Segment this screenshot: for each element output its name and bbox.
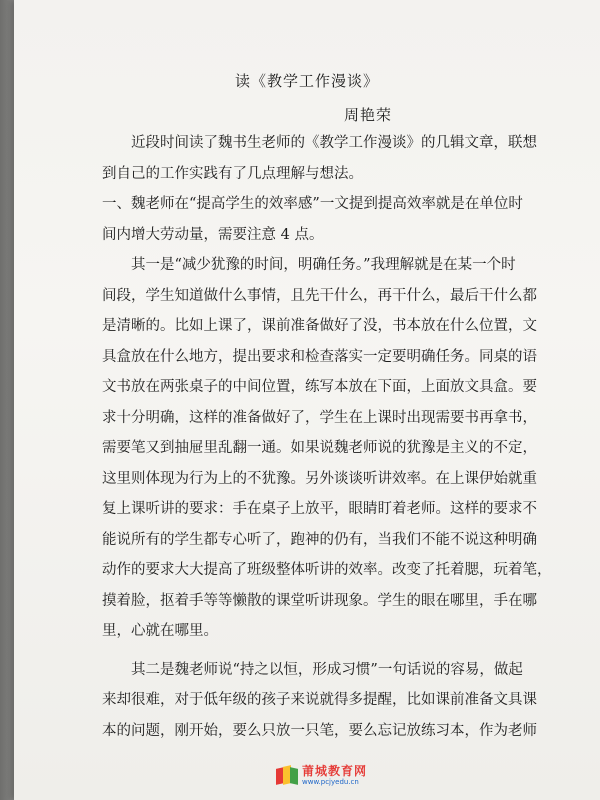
text-line: 一、魏老师在“提高学生的效率感”一文提到提高效率就是在单位时 [102, 196, 523, 212]
document-author: 周艳荣 [344, 106, 393, 124]
text-line: 需要笔又到抽屉里乱翻一通。如果说魏老师说的犹豫是主义的不定， [102, 440, 537, 456]
text-line: 是清晰的。比如上课了，课前准备做好了没，书本放在什么位置，文 [102, 318, 537, 334]
paper-page [14, 0, 600, 800]
text-line: 求十分明确，这样的准备做好了，学生在上课时出现需要书再拿书， [102, 409, 537, 426]
text-line: 摸着脸，抠着手等等懒散的课堂听讲现象。学生的眼在哪里，手在哪 [102, 592, 537, 609]
text-line: 到自己的工作实践有了几点理解与想法。 [102, 165, 363, 182]
text-line: 其一是“减少犹豫的时间，明确任务。”我理解就是在某一个时 [102, 257, 516, 273]
text-line: 近段时间读了魏书生老师的《教学工作漫谈》的几辑文章，联想 [102, 135, 537, 151]
text-line: 具盒放在什么地方，提出要求和检查落实一定要明确任务。同桌的语 [102, 348, 537, 365]
watermark-name: 莆城教育网 [302, 763, 368, 778]
text-line: 能说所有的学生都专心听了，跑神的仍有，当我们不能不说这种明确 [102, 531, 537, 548]
text-line: 文书放在两张桌子的中间位置，练写本放在下面，上面放文具盒。要 [102, 379, 537, 395]
watermark-url: www.pcjyedu.cn [302, 777, 359, 786]
text-line: 其二是魏老师说“持之以恒，形成习惯”一句话说的容易，做起 [102, 661, 523, 678]
text-line: 间段，学生知道做什么事情，且先干什么，再干什么，最后干什么都 [102, 287, 537, 304]
text-line: 动作的要求大大提高了班级整体听讲的效率。改变了托着腮，玩着笔， [102, 562, 552, 578]
text-line: 复上课听讲的要求：手在桌子上放平，眼睛盯着老师。这样的要求不 [102, 501, 537, 517]
books-logo-icon [276, 764, 298, 786]
document-title: 读《教学工作漫谈》 [234, 72, 379, 90]
text-line: 本的问题，刚开始，要么只放一只笔，要么忘记放练习本，作为老师 [102, 722, 537, 739]
text-line: 来却很难，对于低年级的孩子来说就得多提醒，比如课前准备文具课 [102, 692, 537, 708]
document-body [102, 128, 586, 746]
site-watermark [276, 760, 367, 790]
text-line: 里，心就在哪里。 [102, 623, 218, 639]
text-line: 这里则体现为行为上的不犹豫。另外谈谈听讲效率。在上课伊始就重 [102, 470, 537, 487]
text-line: 间内增大劳动量，需要注意 4 点。 [102, 226, 324, 243]
